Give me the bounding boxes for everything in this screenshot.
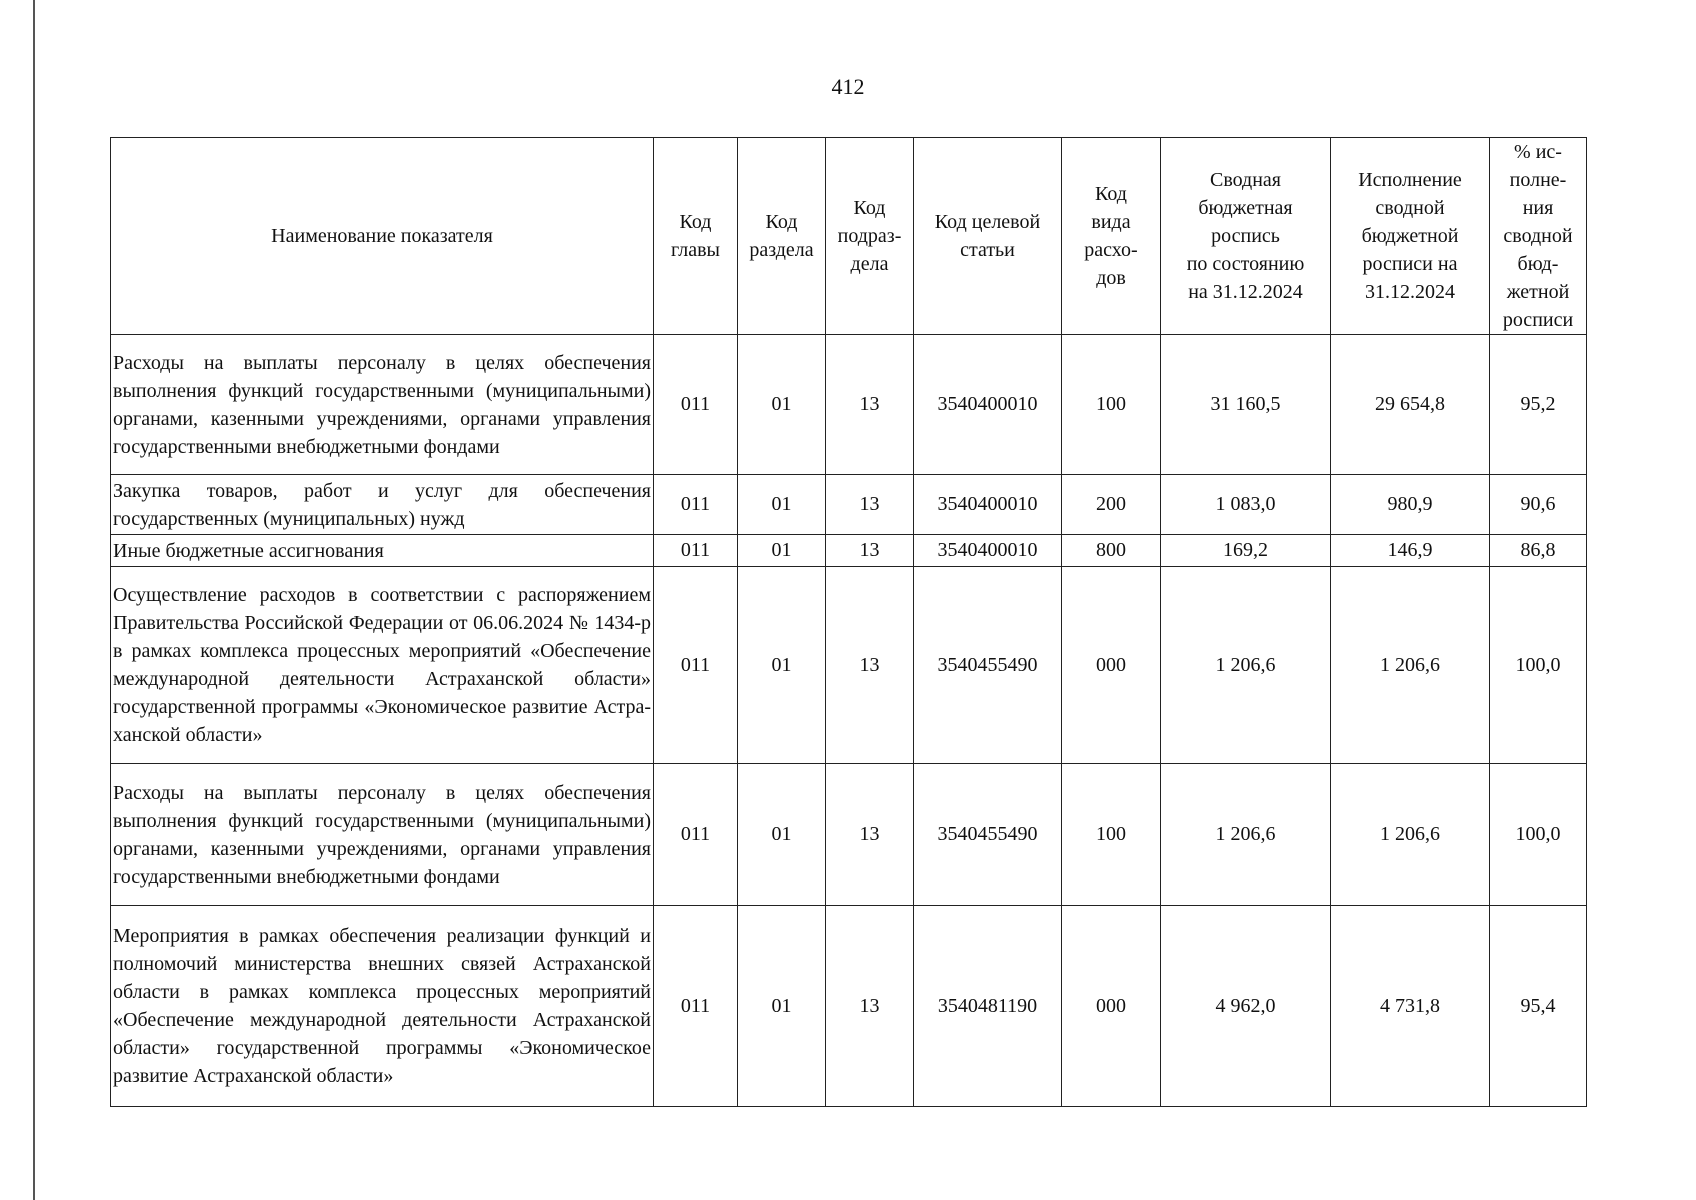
row-target-code: 3540481190: [914, 906, 1062, 1107]
row-section-code: 01: [738, 335, 826, 475]
table-row: [111, 535, 1587, 567]
row-section-code: 01: [738, 764, 826, 906]
row-chapter-code: 011: [654, 567, 738, 764]
page-margin-line: [33, 0, 35, 1200]
row-section-code: 01: [738, 475, 826, 535]
row-budget-plan: 1 206,6: [1161, 764, 1331, 906]
row-execution-percent: 100,0: [1490, 567, 1587, 764]
row-budget-execution: 146,9: [1331, 535, 1490, 567]
header-expense-type-code: Код вида расхо- дов: [1062, 138, 1161, 335]
row-expense-type-code: 100: [1062, 335, 1161, 475]
row-name: Мероприятия в рамках обеспечения реализации функций и полномочий министерства внешних связей Астраханской области в рамках комплекса процессных мероприятий «Обеспечение международной деятельности Астраханской области» государственной программы «Экономическое развитие Астраханской области»: [111, 906, 654, 1107]
header-budget-execution: Исполнение сводной бюджетной росписи на 31.12.2024: [1331, 138, 1490, 335]
row-chapter-code: 011: [654, 764, 738, 906]
table-row: [111, 335, 1587, 475]
row-name: Иные бюджетные ассигнования: [111, 535, 654, 567]
row-subsection-code: 13: [826, 764, 914, 906]
row-section-code: 01: [738, 906, 826, 1107]
row-chapter-code: 011: [654, 335, 738, 475]
table-row: [111, 764, 1587, 906]
header-target-code: Код целевой статьи: [914, 138, 1062, 335]
header-execution-percent: % ис- полне- ния сводной бюд- жетной росписи: [1490, 138, 1587, 335]
row-target-code: 3540400010: [914, 475, 1062, 535]
row-budget-execution: 4 731,8: [1331, 906, 1490, 1107]
table-row: [111, 567, 1587, 764]
row-chapter-code: 011: [654, 475, 738, 535]
row-budget-plan: 169,2: [1161, 535, 1331, 567]
row-subsection-code: 13: [826, 535, 914, 567]
row-name: Осуществление расходов в соответствии с распоряжением Правительства Российской Федерации от 06.06.2024 № 1434-р в рамках комплекса процессных мероприятий «Обеспечение международной деятельности Астраханской области» государственной программы «Экономическое развитие Астраханской области»: [111, 567, 654, 764]
row-expense-type-code: 800: [1062, 535, 1161, 567]
row-expense-type-code: 100: [1062, 764, 1161, 906]
row-expense-type-code: 000: [1062, 567, 1161, 764]
row-budget-plan: 1 083,0: [1161, 475, 1331, 535]
row-name: Закупка товаров, работ и услуг для обеспечения государственных (муниципальных) нужд: [111, 475, 654, 535]
row-execution-percent: 95,2: [1490, 335, 1587, 475]
row-execution-percent: 90,6: [1490, 475, 1587, 535]
row-target-code: 3540455490: [914, 764, 1062, 906]
row-target-code: 3540400010: [914, 535, 1062, 567]
row-chapter-code: 011: [654, 535, 738, 567]
table-header-row: [111, 138, 1587, 335]
page-number: 412: [831, 74, 865, 99]
row-execution-percent: 95,4: [1490, 906, 1587, 1107]
header-name: Наименование показателя: [111, 138, 654, 335]
row-subsection-code: 13: [826, 906, 914, 1107]
table-row: [111, 906, 1587, 1107]
row-budget-execution: 980,9: [1331, 475, 1490, 535]
table-row: [111, 475, 1587, 535]
row-expense-type-code: 200: [1062, 475, 1161, 535]
row-name: Расходы на выплаты персоналу в целях обеспечения выполнения функций государственными (муниципальными) органами, казенными учреждениями, органами управления государственными внебюджетными фондами: [111, 764, 654, 906]
row-budget-execution: 1 206,6: [1331, 764, 1490, 906]
budget-table: [110, 137, 1587, 1107]
row-chapter-code: 011: [654, 906, 738, 1107]
row-name: Расходы на выплаты персоналу в целях обеспечения выполнения функций государственными (муниципальными) органами, казенными учреждениями, органами управления государственными внебюджетными фондами: [111, 335, 654, 475]
row-execution-percent: 86,8: [1490, 535, 1587, 567]
row-section-code: 01: [738, 567, 826, 764]
header-subsection-code: Код подраз- дела: [826, 138, 914, 335]
header-budget-plan: Сводная бюджетная роспись по состоянию на 31.12.2024: [1161, 138, 1331, 335]
row-budget-plan: 1 206,6: [1161, 567, 1331, 764]
row-execution-percent: 100,0: [1490, 764, 1587, 906]
row-subsection-code: 13: [826, 335, 914, 475]
row-expense-type-code: 000: [1062, 906, 1161, 1107]
row-subsection-code: 13: [826, 567, 914, 764]
row-budget-plan: 31 160,5: [1161, 335, 1331, 475]
row-section-code: 01: [738, 535, 826, 567]
row-budget-execution: 1 206,6: [1331, 567, 1490, 764]
header-chapter-code: Код главы: [654, 138, 738, 335]
header-section-code: Код раздела: [738, 138, 826, 335]
row-budget-plan: 4 962,0: [1161, 906, 1331, 1107]
row-target-code: 3540400010: [914, 335, 1062, 475]
row-subsection-code: 13: [826, 475, 914, 535]
row-budget-execution: 29 654,8: [1331, 335, 1490, 475]
row-target-code: 3540455490: [914, 567, 1062, 764]
